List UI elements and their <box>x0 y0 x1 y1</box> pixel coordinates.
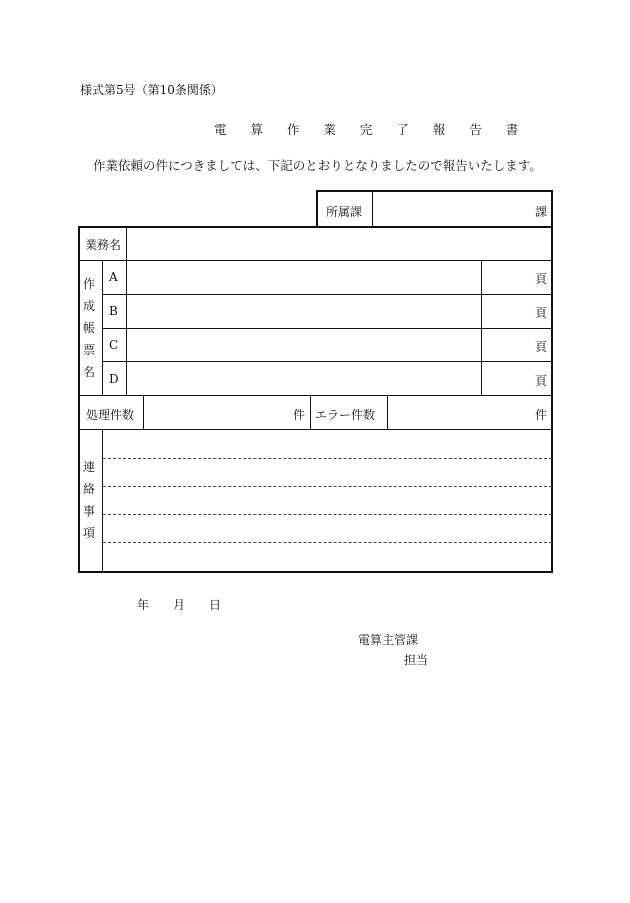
table-divider <box>102 430 103 571</box>
error-unit: 件 <box>535 408 548 422</box>
doc-row-letter: A <box>109 270 118 284</box>
doc-row-unit: 頁 <box>535 306 548 320</box>
date-month: 月 <box>173 598 186 612</box>
doc-name-field[interactable] <box>130 332 476 358</box>
dept-suffix: 課 <box>535 205 548 219</box>
doc-name-field[interactable] <box>130 264 476 290</box>
notes-field[interactable] <box>106 433 546 567</box>
signature-department: 電算主管課 <box>358 633 419 647</box>
doc-row-unit: 頁 <box>535 374 548 388</box>
table-divider <box>79 395 552 396</box>
table-border <box>78 571 553 573</box>
doc-pages-field[interactable] <box>485 332 530 358</box>
table-border <box>78 226 553 228</box>
table-divider <box>310 396 311 429</box>
table-divider <box>143 396 144 429</box>
task-name-field[interactable] <box>130 230 545 256</box>
table-border <box>316 190 318 227</box>
processed-label: 処理件数 <box>86 408 135 422</box>
task-label: 業務名 <box>85 238 122 252</box>
date-line <box>137 596 221 613</box>
doc-row-letter: D <box>109 372 119 386</box>
table-border <box>316 190 553 192</box>
table-divider <box>103 361 552 362</box>
doc-row-letter: C <box>109 338 119 352</box>
processed-unit: 件 <box>293 408 306 422</box>
table-border <box>78 226 80 573</box>
form-number: 様式第5号（第10条関係） <box>80 83 223 97</box>
error-label: エラー件数 <box>315 408 376 422</box>
doc-pages-field[interactable] <box>485 298 530 324</box>
date-day: 日 <box>209 598 222 612</box>
table-divider <box>103 328 552 329</box>
dept-field[interactable] <box>376 194 526 222</box>
doc-row-unit: 頁 <box>535 340 548 354</box>
doc-name-field[interactable] <box>130 365 476 391</box>
processed-count-field[interactable] <box>147 399 287 425</box>
signature-person: 担当 <box>404 653 429 667</box>
notes-label: 連 絡 事 項 <box>82 460 95 540</box>
doc-name-field[interactable] <box>130 298 476 324</box>
dept-label: 所属課 <box>326 205 363 219</box>
doc-row-letter: B <box>109 304 118 318</box>
table-border <box>551 190 553 573</box>
docs-label: 作 成 帳 票 名 <box>82 277 95 379</box>
table-divider <box>103 294 552 295</box>
date-year: 年 <box>137 598 150 612</box>
doc-pages-field[interactable] <box>485 365 530 391</box>
table-divider <box>372 191 373 226</box>
doc-row-unit: 頁 <box>535 272 548 286</box>
table-divider <box>79 429 552 430</box>
table-divider <box>387 396 388 429</box>
doc-pages-field[interactable] <box>485 264 530 290</box>
error-count-field[interactable] <box>391 399 529 425</box>
document-title: 電 算 作 業 完 了 報 告 書 <box>214 122 529 137</box>
intro-text: 作業依頼の件につきましては、下記のとおりとなりましたので報告いたします。 <box>93 158 542 173</box>
table-divider <box>126 227 127 260</box>
